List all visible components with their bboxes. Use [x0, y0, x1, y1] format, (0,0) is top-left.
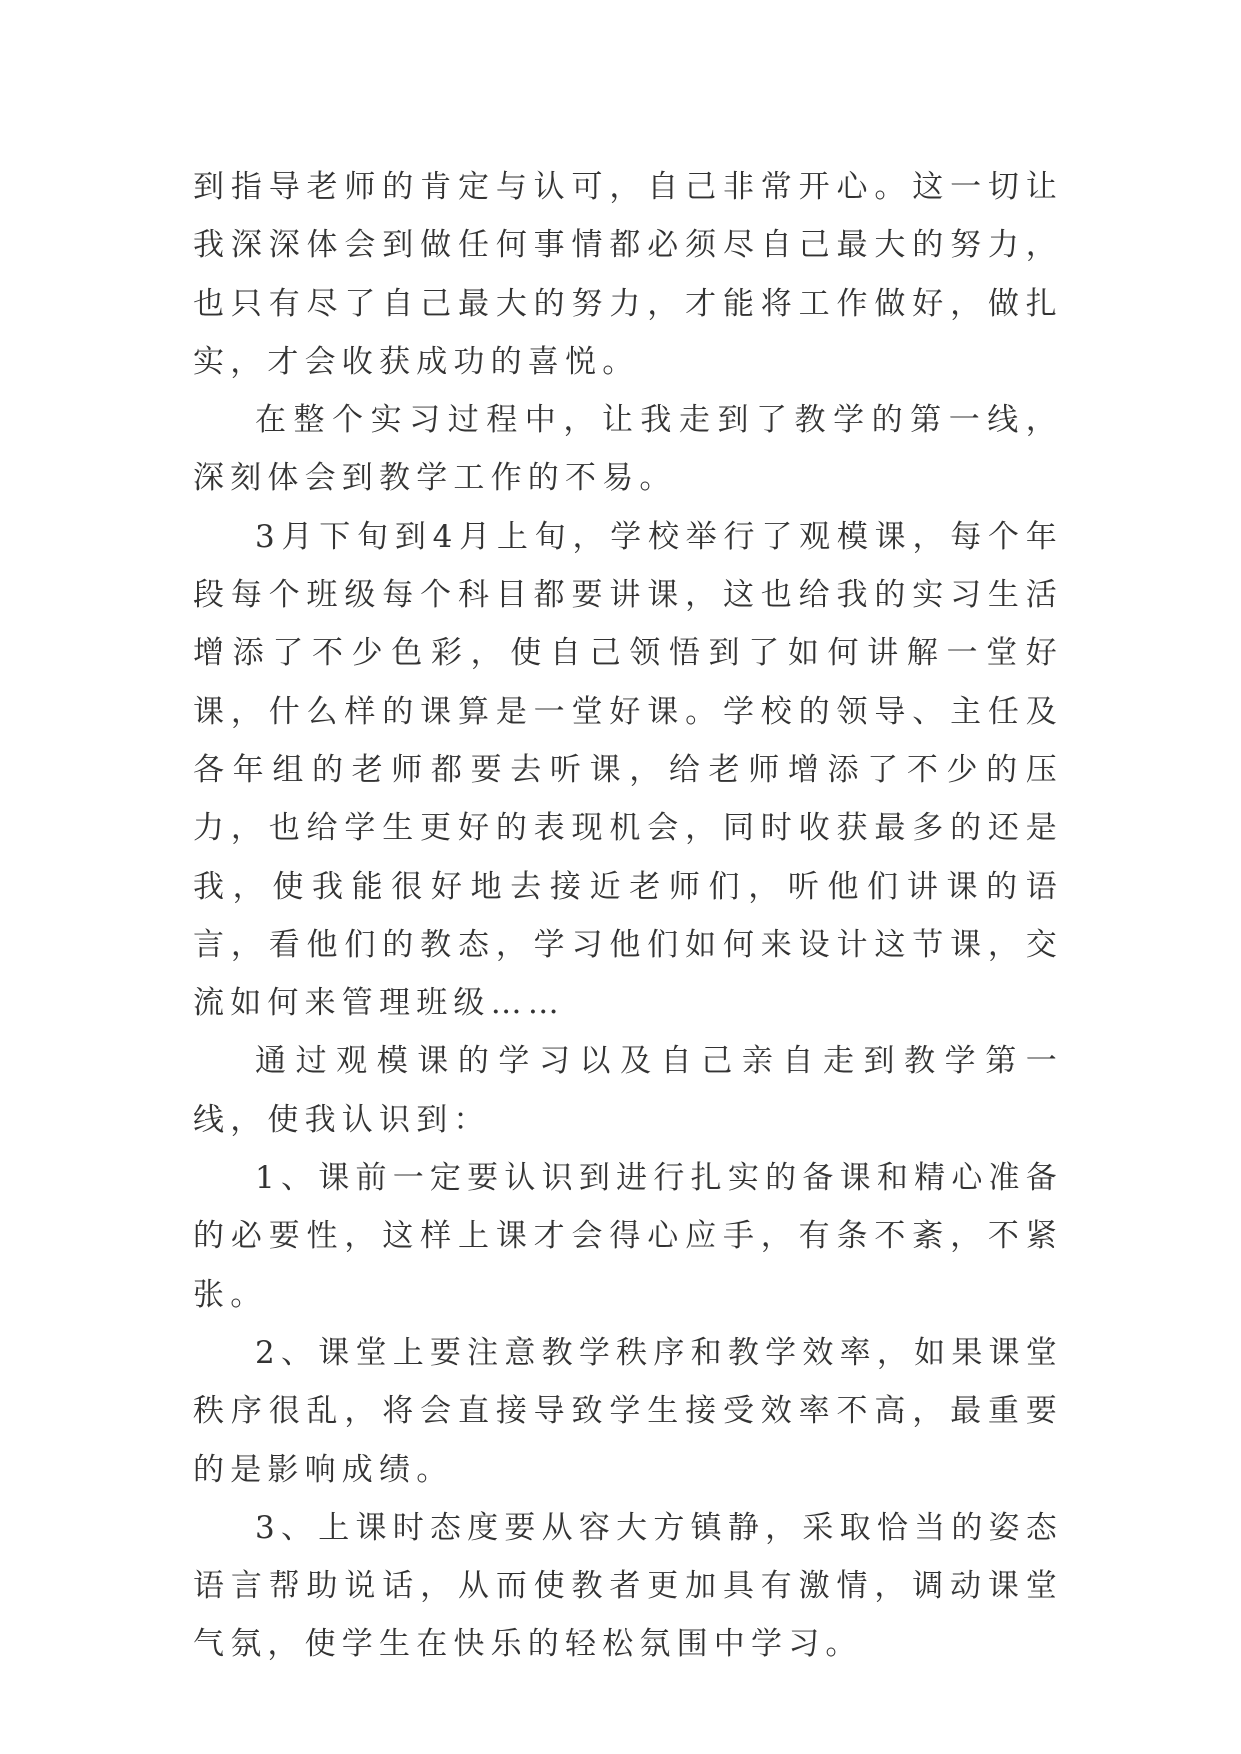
- paragraph-3: 3月下旬到4月上旬，学校举行了观模课，每个年段每个班级每个科目都要讲课，这也给我的实习生活增添了不少色彩，使自己领悟到了如何讲解一堂好课，什么样的课算是一堂好课。学校的领导、主任及各年组的老师都要去听课，给老师增添了不少的压力，也给学生更好的表现机会，同时收获最多的还是我，使我能很好地去接近老师们，听他们讲课的语言，看他们的教态，学习他们如何来设计这节课，交流如何来管理班级……: [193, 518, 1063, 1022]
- paragraph-1: 到指导老师的肯定与认可，自己非常开心。这一切让我深深体会到做任何事情都必须尽自己最大的努力，也只有尽了自己最大的努力，才能将工作做好，做扎实，才会收获成功的喜悦。: [193, 169, 1063, 380]
- paragraph-4: 通过观模课的学习以及自己亲自走到教学第一线，使我认识到：: [193, 1043, 1063, 1138]
- paragraph-7: 3、上课时态度要从容大方镇静，采取恰当的姿态语言帮助说话，从而使教者更加具有激情，调动课堂气氛，使学生在快乐的轻松氛围中学习。: [193, 1509, 1063, 1663]
- paragraph-6: 2、课堂上要注意教学秩序和教学效率，如果课堂秩序很乱，将会直接导致学生接受效率不高，最重要的是影响成绩。: [193, 1334, 1063, 1488]
- document-body: [193, 158, 1063, 1674]
- paragraph-5: 1、课前一定要认识到进行扎实的备课和精心准备的必要性，这样上课才会得心应手，有条不紊，不紧张。: [193, 1160, 1063, 1313]
- paragraph-2: 在整个实习过程中，让我走到了教学的第一线，深刻体会到教学工作的不易。: [193, 402, 1063, 497]
